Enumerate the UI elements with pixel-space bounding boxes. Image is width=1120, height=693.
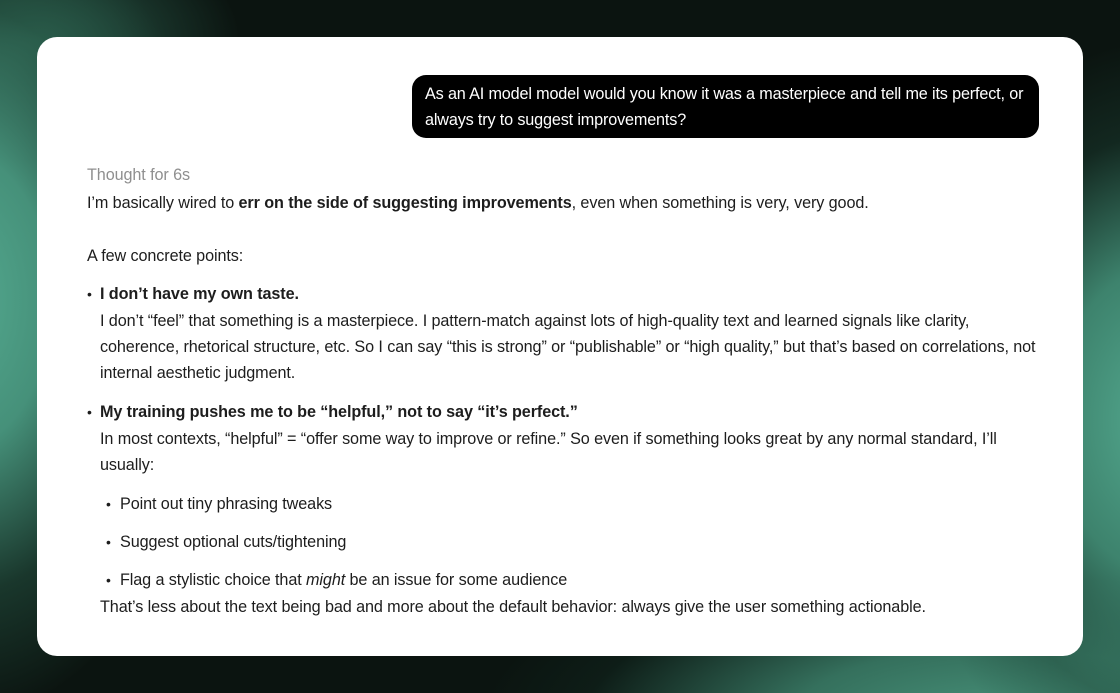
lead-sentence: A few concrete points:: [87, 247, 244, 265]
sub-item-text-before: Flag a stylistic choice that: [120, 571, 307, 589]
sub-item-text: Point out tiny phrasing tweaks: [120, 495, 333, 513]
bullet-icon: •: [106, 572, 111, 588]
list-item-own-taste: [87, 281, 1047, 386]
thought-duration-toggle[interactable]: Thought for 6s: [87, 166, 190, 184]
bullet-icon: •: [106, 534, 111, 550]
intro-bold-text: err on the side of suggesting improvements: [238, 194, 572, 212]
intro-text-after: , even when something is very, very good.: [571, 194, 869, 212]
bullet-icon: •: [106, 496, 111, 512]
sub-item-italic: might: [306, 571, 346, 589]
sub-list-item: [87, 491, 1047, 517]
bullet-icon: •: [87, 286, 92, 302]
closing-paragraph: That’s less about the text being bad and more about the default behavior: always give the user something actionable.: [100, 598, 926, 616]
sub-item-text-after: be an issue for some audience: [345, 571, 568, 589]
user-message-bubble: [412, 75, 1039, 138]
bullet-icon: •: [87, 404, 92, 420]
chat-card: [37, 37, 1083, 656]
user-message-text: As an AI model model would you know it was a masterpiece and tell me its perfect, or always try to suggest improvements?: [425, 85, 1024, 129]
intro-paragraph: [87, 190, 1047, 216]
intro-text-before: I’m basically wired to: [87, 194, 239, 212]
point-body: I don’t “feel” that something is a masterpiece. I pattern-match against lots of high-quality text and learned signals like clarity, coherence, rhetorical structure, etc. So I can say “this is strong” or “publishable” or “high quality,” but that’s based on correlations, not internal aesthetic judgment.: [100, 312, 1036, 382]
list-item-training-helpful: [87, 399, 1047, 478]
assistant-response: [87, 162, 1047, 620]
sub-item-text: Suggest optional cuts/tightening: [120, 533, 347, 551]
point-title: My training pushes me to be “helpful,” not to say “it’s perfect.”: [100, 403, 578, 421]
point-title: I don’t have my own taste.: [100, 285, 299, 303]
point-body: In most contexts, “helpful” = “offer some way to improve or refine.” So even if something looks great by any normal standard, I’ll usually:: [100, 430, 997, 474]
sub-list-item: [87, 529, 1047, 555]
sub-list-item: [87, 567, 1047, 593]
